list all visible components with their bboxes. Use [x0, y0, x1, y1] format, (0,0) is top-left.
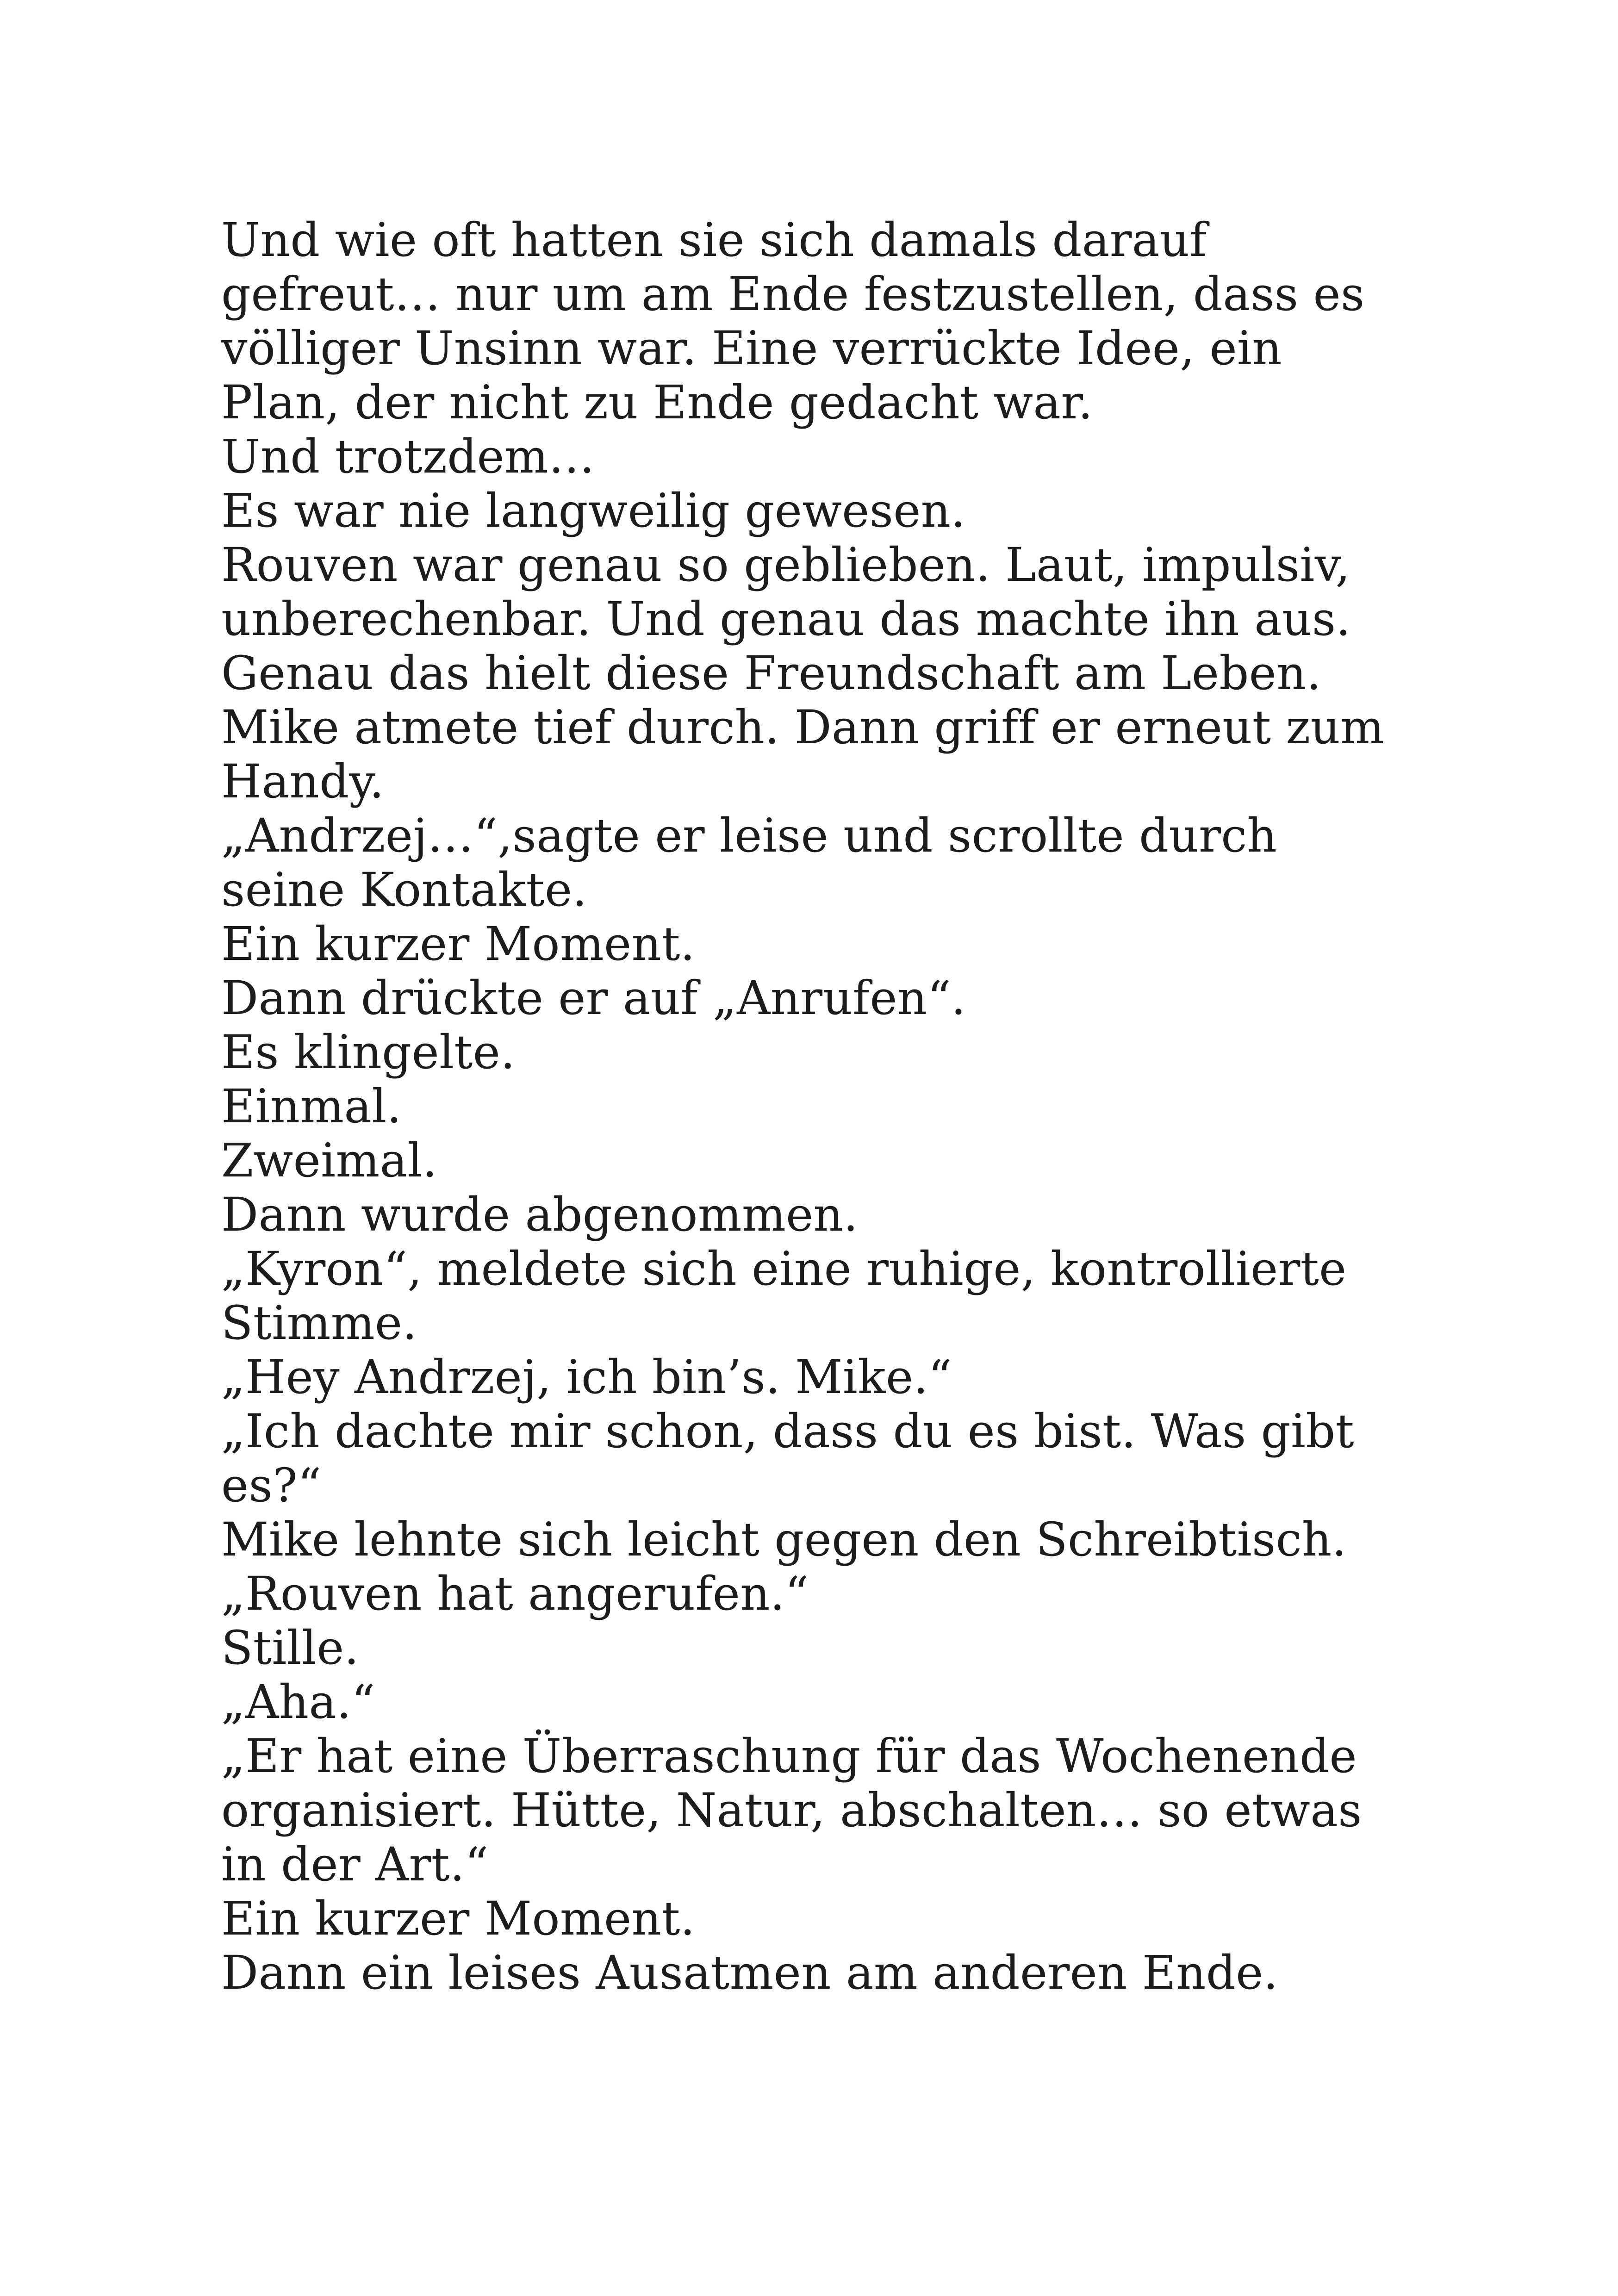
- text-line: Genau das hielt diese Freundschaft am Leben.: [221, 646, 1321, 700]
- text-line: Mike lehnte sich leicht gegen den Schreibtisch.: [221, 1512, 1347, 1567]
- text-line: unberechenbar. Und genau das machte ihn aus.: [221, 592, 1351, 646]
- text-line: „Hey Andrzej, ich bin’s. Mike.“: [221, 1350, 952, 1404]
- text-line: gefreut… nur um am Ende festzustellen, dass es: [221, 267, 1365, 321]
- text-line: Zweimal.: [221, 1133, 437, 1188]
- text-line: „Kyron“, meldete sich eine ruhige, kontrollierte: [221, 1242, 1347, 1296]
- text-line: Dann drückte er auf „Anrufen“.: [221, 971, 966, 1025]
- text-line: „Andrzej…“,sagte er leise und scrollte durch: [221, 809, 1277, 863]
- text-line: seine Kontakte.: [221, 863, 587, 917]
- text-line: Einmal.: [221, 1079, 402, 1133]
- text-line: „Er hat eine Überraschung für das Wochenende: [221, 1729, 1357, 1783]
- text-line: Dann ein leises Ausatmen am anderen Ende.: [221, 1946, 1278, 2000]
- body-text: [221, 213, 1425, 2000]
- text-line: Und wie oft hatten sie sich damals darauf: [221, 213, 1207, 267]
- text-line: es?“: [221, 1458, 322, 1512]
- text-line: Und trotzdem…: [221, 429, 595, 484]
- text-line: Ein kurzer Moment.: [221, 917, 695, 971]
- text-line: Stimme.: [221, 1296, 417, 1350]
- text-line: „Rouven hat angerufen.“: [221, 1567, 809, 1621]
- text-line: in der Art.“: [221, 1837, 489, 1892]
- text-line: Ein kurzer Moment.: [221, 1892, 695, 1946]
- text-line: organisiert. Hütte, Natur, abschalten… so etwas: [221, 1783, 1362, 1837]
- text-line: Mike atmete tief durch. Dann griff er erneut zum: [221, 700, 1385, 754]
- text-line: Rouven war genau so geblieben. Laut, impulsiv,: [221, 538, 1350, 592]
- text-line: „Aha.“: [221, 1675, 375, 1729]
- text-line: Handy.: [221, 754, 385, 809]
- text-line: Es war nie langweilig gewesen.: [221, 484, 966, 538]
- text-line: Stille.: [221, 1621, 359, 1675]
- text-line: Plan, der nicht zu Ende gedacht war.: [221, 375, 1093, 429]
- text-line: Es klingelte.: [221, 1025, 516, 1079]
- text-line: Dann wurde abgenommen.: [221, 1188, 859, 1242]
- text-line: „Ich dachte mir schon, dass du es bist. Was gibt: [221, 1404, 1355, 1458]
- text-line: völliger Unsinn war. Eine verrückte Idee, ein: [221, 321, 1282, 375]
